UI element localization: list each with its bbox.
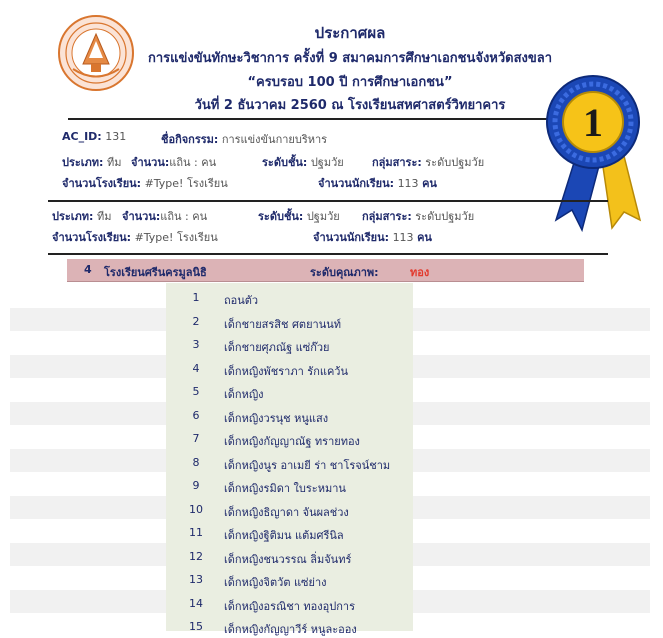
list-item	[166, 380, 413, 403]
member-name: เด็กหญิง	[224, 388, 264, 401]
list-item	[166, 286, 413, 309]
ac-id-row: AC_ID: 131	[62, 130, 127, 143]
member-number: 6	[192, 408, 200, 422]
member-number: 10	[189, 502, 203, 516]
member-name: เด็กหญิงธิญาดา จันผลช่วง	[224, 505, 349, 519]
competition-theme: “ครบรอบ 100 ปี การศึกษาเอกชน”	[247, 75, 453, 90]
member-name: เด็กหญิงอรณิชา ทองอุปการ	[224, 599, 355, 613]
list-item	[166, 451, 413, 474]
member-number: 2	[192, 314, 200, 328]
list-item	[166, 521, 413, 544]
header-divider	[68, 118, 606, 120]
page-title: ประกาศผล	[314, 24, 386, 42]
member-name: เด็กหญิงฐิติมน แต้มศรีนิล	[224, 529, 344, 542]
member-number: 13	[189, 573, 203, 586]
member-number: 12	[189, 549, 203, 563]
list-item	[166, 310, 413, 333]
school-count-field: จำนวนโรงเรียน: #Type! โรงเรียน	[62, 177, 228, 190]
student-count-field: จำนวนนักเรียน: 113 คน	[318, 177, 437, 190]
list-item	[166, 568, 413, 591]
level-field: ระดับชั้น: ปฐมวัย	[258, 210, 340, 223]
school-name: โรงเรียนศรีนครมูลนิธิ	[104, 266, 207, 279]
list-item	[166, 498, 413, 521]
member-name: เด็กหญิงกัญญาณัฐ ทรายทอง	[224, 435, 360, 448]
list-item	[166, 474, 413, 497]
member-name: เด็กหญิงนูร อาเมยี ร่า ชาโรจน์ชาม	[224, 458, 391, 472]
type-field: ประเภท: ทีม	[52, 210, 112, 223]
school-count-field: จำนวนโรงเรียน: #Type! โรงเรียน	[52, 231, 218, 244]
list-item	[166, 545, 413, 568]
member-name: เด็กหญิงพัชราภา รักแคว้น	[224, 364, 348, 378]
member-name: เด็กหญิงกัญญาวีร์ หนูละออง	[224, 623, 357, 636]
rank-number: 4	[84, 263, 92, 276]
member-name: เด็กชายสรสิช ศตยานนท์	[224, 317, 341, 331]
first-place-ribbon-icon	[538, 70, 650, 240]
list-item	[166, 404, 413, 427]
list-item	[166, 357, 413, 380]
list-item	[166, 427, 413, 450]
member-name: เด็กชายศุภณัฐ แซ่ก๊วย	[224, 341, 330, 354]
list-item	[166, 592, 413, 615]
member-number: 3	[192, 338, 200, 351]
quality-label: ระดับคุณภาพ:	[310, 266, 379, 279]
list-item	[166, 333, 413, 356]
member-number: 9	[192, 479, 200, 492]
member-number: 15	[189, 620, 203, 633]
member-number: 14	[189, 596, 203, 610]
result-bar	[67, 259, 584, 282]
activity-row: ชื่อกิจกรรม: การแข่งขันกายบริหาร	[161, 133, 328, 146]
member-name: เด็กหญิงรมิดา ใบระหมาน	[224, 482, 346, 495]
type-field: ประเภท: ทีม	[62, 156, 122, 169]
section-divider	[48, 200, 608, 202]
member-number: 7	[192, 432, 200, 445]
member-number: 11	[189, 526, 203, 539]
svg-text:1: 1	[583, 100, 603, 145]
member-name: เด็กหญิงวรนุช หนูแสง	[224, 411, 329, 425]
quality-value: ทอง	[410, 266, 430, 279]
member-name: เด็กหญิงจิตวัต แซ่ย่าง	[224, 576, 327, 589]
association-logo	[57, 14, 135, 92]
competition-name: การแข่งขันทักษะวิชาการ ครั้งที่ 9 สมาคมการศึกษาเอกชนจังหวัดสงขลา	[147, 51, 553, 66]
member-number: 1	[192, 291, 200, 304]
student-count-field: จำนวนนักเรียน: 113 คน	[313, 231, 432, 244]
member-number: 8	[192, 455, 200, 469]
subject-group-field: กลุ่มสาระ: ระดับปฐมวัย	[372, 156, 485, 169]
count-field: จำนวน:แถิน : คน	[122, 210, 208, 223]
section-divider	[48, 253, 608, 255]
list-item	[166, 615, 413, 638]
member-number: 5	[192, 385, 200, 398]
member-name: ถอนตัว	[224, 294, 259, 307]
count-field: จำนวน:แถิน : คน	[131, 156, 217, 169]
competition-date-venue: วันที่ 2 ธันวาคม 2560 ณ โรงเรียนสหศาสตร์วิทยาคาร	[194, 98, 506, 113]
level-field: ระดับชั้น: ปฐมวัย	[262, 156, 344, 169]
subject-group-field: กลุ่มสาระ: ระดับปฐมวัย	[362, 210, 475, 223]
member-name: เด็กหญิงชนวรรณ ลิ่มจันทร์	[224, 552, 352, 566]
member-number: 4	[192, 361, 200, 375]
